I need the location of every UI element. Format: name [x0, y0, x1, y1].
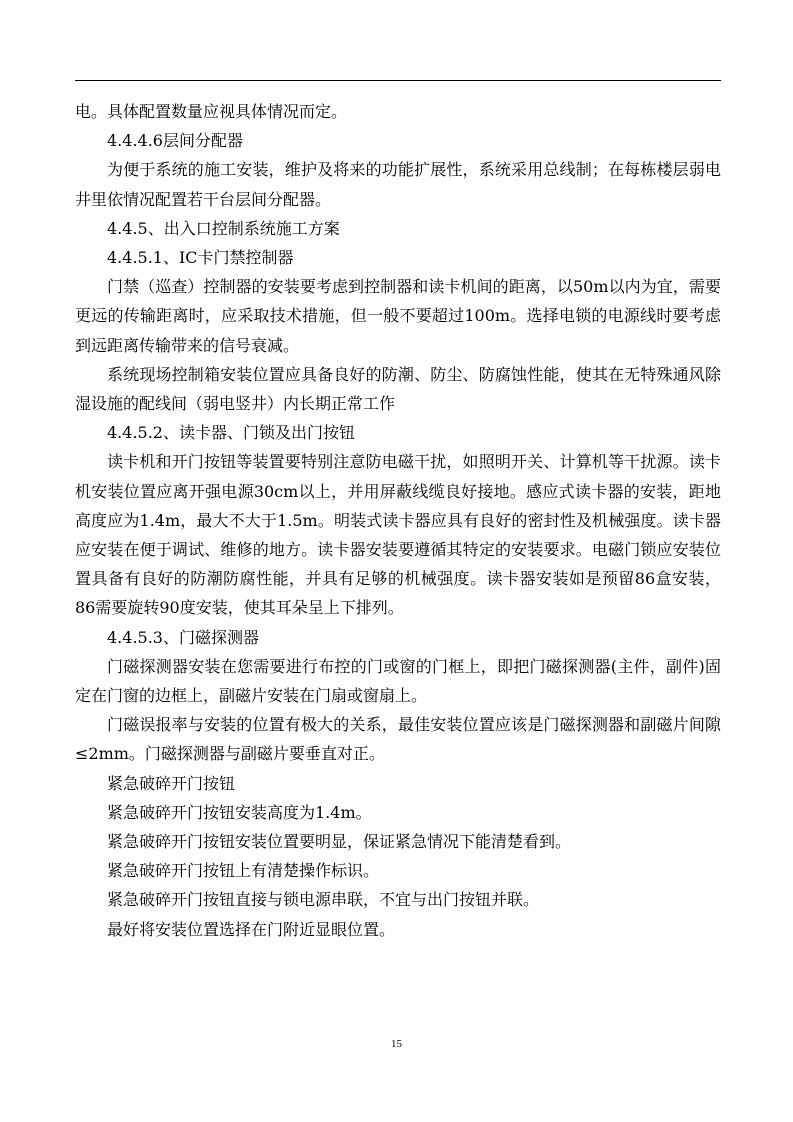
section-heading-4-4-5-2: 4.4.5.2、读卡器、门锁及出门按钮 — [107, 423, 355, 443]
paragraph: 门禁（巡查）控制器的安装要考虑到控制器和读卡机间的距离，以50m以内为宜，需要更远的传输距离时，应采取技术措施，但一般不要超过100m。选择电锁的电源线时要考虑到远距离传输带来的信号衰减。 — [75, 277, 721, 355]
header-rule — [75, 80, 721, 81]
paragraph: 紧急破碎开门按钮上有清楚操作标识。 — [107, 861, 380, 881]
paragraph: 为便于系统的施工安装，维护及将来的功能扩展性，系统采用总线制；在每栋楼层弱电井里依情况配置若干台层间分配器。 — [75, 160, 721, 209]
subheading-emergency-button: 紧急破碎开门按钮 — [107, 773, 236, 793]
document-body — [75, 97, 721, 944]
section-heading-4-4-5-1: 4.4.5.1、IC卡门禁控制器 — [107, 248, 294, 268]
paragraph: 紧急破碎开门按钮安装高度为1.4m。 — [107, 802, 372, 822]
section-heading-4-4-4-6: 4.4.4.6层间分配器 — [107, 131, 243, 151]
paragraph: 电。具体配置数量应视具体情况而定。 — [75, 102, 348, 121]
paragraph: 紧急破碎开门按钮安装位置要明显，保证紧急情况下能清楚看到。 — [107, 832, 572, 852]
paragraph: 最好将安装位置选择在门附近显眼位置。 — [107, 919, 396, 939]
page-number: 15 — [391, 1038, 402, 1050]
paragraph: 系统现场控制箱安装位置应具备良好的防潮、防尘、防腐蚀性能，使其在无特殊通风除湿设施的配线间（弱电竖井）内长期正常工作 — [75, 364, 721, 414]
paragraph: 门磁误报率与安装的位置有极大的关系，最佳安装位置应该是门磁探测器和副磁片间隙≤2mm。门磁探测器与副磁片要垂直对正。 — [75, 715, 721, 764]
section-heading-4-4-5-3: 4.4.5.3、门磁探测器 — [107, 627, 259, 647]
paragraph: 紧急破碎开门按钮直接与锁电源串联，不宜与出门按钮并联。 — [107, 890, 540, 910]
paragraph: 读卡机和开门按钮等装置要特别注意防电磁干扰，如照明开关、计算机等干扰源。读卡机安装位置应离开强电源30cm以上，并用屏蔽线缆良好接地。感应式读卡器的安装，距地高度应为1.4m，最大不大于1.5m。明装式读卡器应具有良好的密封性及机械强度。读卡器应安装在便于调试、维修的地方。读卡器安装要遵循其特定的安装要求。电磁门锁应安装位置具备有良好的防潮防腐性能，并具有足够的机械强度。读卡器安装如是预留86盒安装，86需要旋转90度安装，使其耳朵呈上下排列。 — [75, 452, 721, 618]
section-heading-4-4-5: 4.4.5、出入口控制系统施工方案 — [107, 218, 340, 238]
paragraph: 门磁探测器安装在您需要进行布控的门或窗的门框上，即把门磁探测器(主件，副件)固定在门窗的边框上，副磁片安装在门扇或窗扇上。 — [75, 656, 721, 706]
